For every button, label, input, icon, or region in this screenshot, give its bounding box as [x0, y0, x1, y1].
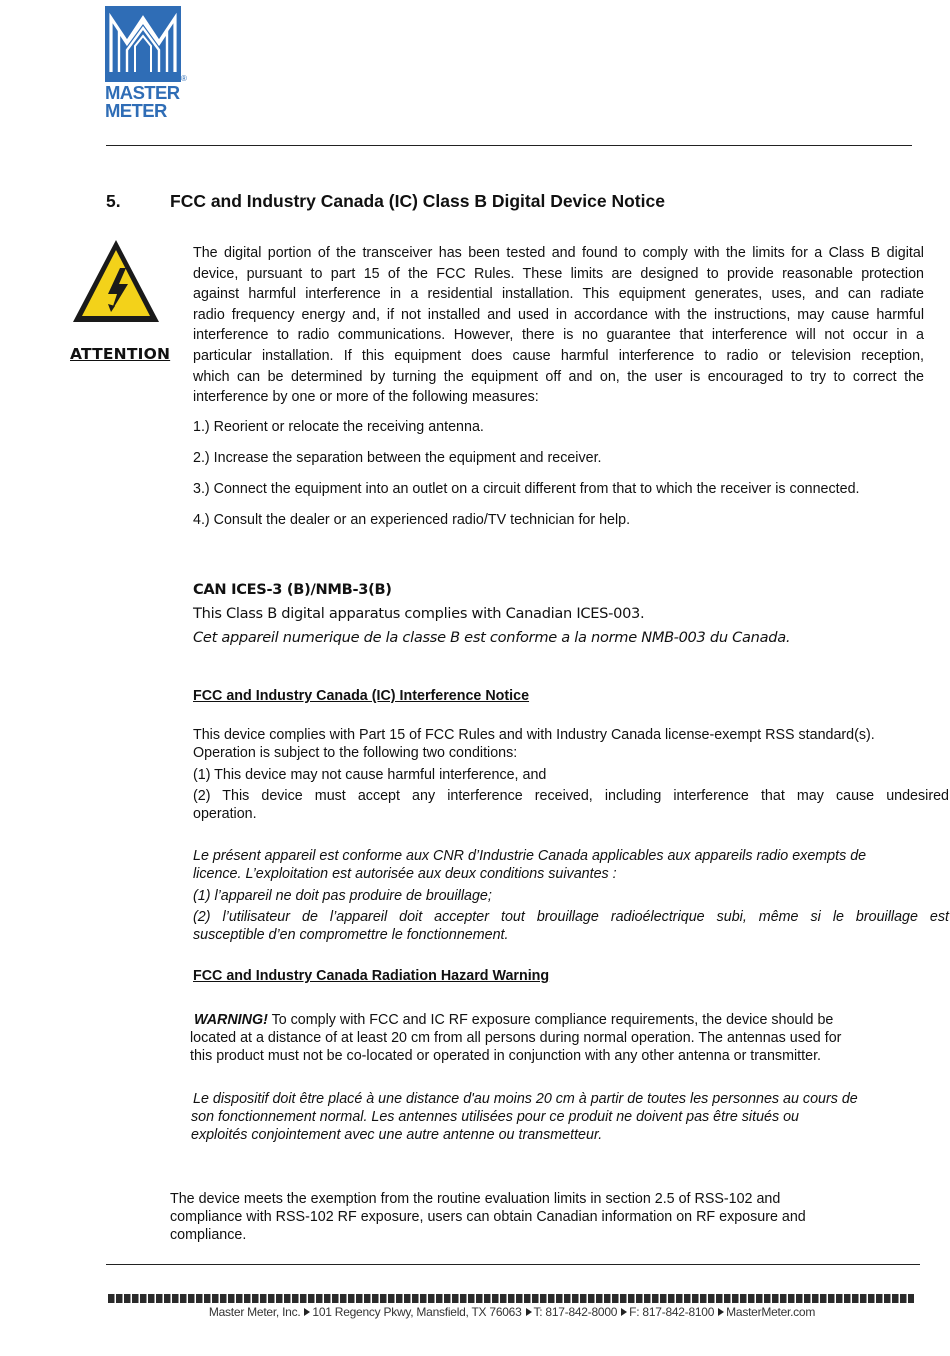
footer-contact	[106, 1305, 918, 1319]
radiation-warning-line	[194, 1012, 914, 1028]
high-voltage-warning-icon	[70, 236, 162, 328]
footer-company: Master Meter, Inc.	[208, 1305, 301, 1319]
intro-line: The digital portion of the transceiver has been tested and found to comply with the limits for a Class B digital	[193, 245, 924, 261]
exemption-line: compliance.	[170, 1227, 247, 1243]
triangle-right-icon	[621, 1308, 627, 1316]
interference-condition: (2) This device must accept any interference received, including interference that may cause undesired	[193, 788, 949, 804]
intro-line: radio frequency energy and, if not installed and used in accordance with the instructions, may cause harmful	[193, 306, 924, 323]
ices-heading: CAN ICES-3 (B)/NMB-3(B)	[193, 581, 392, 598]
triangle-right-icon	[718, 1308, 724, 1316]
section-title: FCC and Industry Canada (IC) Class B Digital Device Notice	[170, 191, 665, 211]
triangle-right-icon	[304, 1308, 310, 1316]
footer-divider	[106, 1264, 920, 1265]
warning-text: To comply with FCC and IC RF exposure compliance requirements, the device should be	[267, 1012, 834, 1028]
interference-line: This device complies with Part 15 of FCC Rules and with Industry Canada license-exempt RSS standard(s).	[193, 727, 875, 743]
logo-line-meter: METER	[105, 100, 167, 121]
intro-line: particular installation. If this equipment does cause harmful interference to radio or television reception,	[193, 347, 924, 364]
logo-wordmark	[105, 84, 185, 120]
triangle-right-icon	[526, 1308, 532, 1316]
interference-line: Operation is subject to the following two conditions:	[193, 745, 518, 761]
interference-french: Le présent appareil est conforme aux CNR d’Industrie Canada applicables aux appareils radio exempts de	[193, 848, 867, 864]
radiation-french: son fonctionnement normal. Les antennes utilisées pour ce produit ne doivent pas être situés ou	[191, 1109, 799, 1125]
warning-label: WARNING!	[194, 1012, 268, 1028]
exemption-line: The device meets the exemption from the routine evaluation limits in section 2.5 of RSS-102 and	[170, 1191, 781, 1207]
list-item: 3.) Connect the equipment into an outlet on a circuit different from that to which the receiver is connected.	[193, 481, 860, 497]
list-item: 2.) Increase the separation between the equipment and receiver.	[193, 450, 602, 466]
intro-line: interference by one or more of the following measures:	[193, 389, 539, 406]
radiation-french: exploités conjointement avec une autre antenne ou transmetteur.	[191, 1127, 603, 1143]
attention-label: ATTENTION	[70, 345, 171, 363]
interference-heading: FCC and Industry Canada (IC) Interference Notice	[193, 688, 530, 704]
intro-line: against harmful interference in a residential installation. This equipment generates, uses, and can radiate	[193, 286, 924, 303]
footer-fax: F: 817-842-8100	[629, 1305, 715, 1319]
intro-line: which can be determined by turning the equipment off and on, the user is encouraged to try to correct the	[193, 368, 924, 385]
footer-address: 101 Regency Pkwy, Mansfield, TX 76063	[312, 1305, 522, 1319]
ices-english: This Class B digital apparatus complies with Canadian ICES-003.	[193, 605, 645, 622]
logo-line-master: MASTER	[105, 82, 180, 103]
header-divider	[106, 145, 912, 146]
list-item: 1.) Reorient or relocate the receiving antenna.	[193, 419, 484, 435]
interference-condition: (1) This device may not cause harmful interference, and	[193, 767, 547, 783]
radiation-french: Le dispositif doit être placé à une distance d'au moins 20 cm à partir de toutes les personnes au cours de	[193, 1091, 858, 1107]
section-number: 5.	[106, 191, 121, 211]
intro-line: device, pursuant to part 15 of the FCC Rules. These limits are designed to provide reasonable protection	[193, 265, 924, 282]
interference-french-condition: (2) l’utilisateur de l’appareil doit accepter tout brouillage radioélectrique subi, même si le brouillage est	[193, 909, 949, 925]
interference-french: licence. L’exploitation est autorisée aux deux conditions suivantes :	[193, 866, 617, 882]
intro-line: interference to radio communications. However, there is no guarantee that interference will not occur in a	[193, 327, 924, 344]
radiation-english: this product must not be co-located or operated in conjunction with any other antenna or transmitter.	[190, 1048, 822, 1064]
intro-paragraph	[193, 243, 924, 408]
footer-dash-bar	[108, 1294, 914, 1303]
footer-phone: T: 817-842-8000	[533, 1305, 618, 1319]
interference-french-condition: (1) l’appareil ne doit pas produire de brouillage;	[193, 888, 492, 904]
ices-french: Cet appareil numerique de la classe B est conforme a la norme NMB-003 du Canada.	[193, 629, 791, 646]
exemption-line: compliance with RSS-102 RF exposure, users can obtain Canadian information on RF exposure and	[170, 1209, 806, 1225]
list-item: 4.) Consult the dealer or an experienced radio/TV technician for help.	[193, 512, 631, 528]
radiation-heading: FCC and Industry Canada Radiation Hazard Warning	[193, 968, 550, 984]
interference-french-condition: susceptible d’en compromettre le fonctionnement.	[193, 927, 509, 943]
radiation-english: located at a distance of at least 20 cm from all persons during normal operation. The antennas used for	[190, 1030, 842, 1046]
registered-mark: ®	[181, 74, 187, 83]
footer-website[interactable]: MasterMeter.com	[726, 1305, 816, 1319]
interference-condition: operation.	[193, 806, 257, 822]
